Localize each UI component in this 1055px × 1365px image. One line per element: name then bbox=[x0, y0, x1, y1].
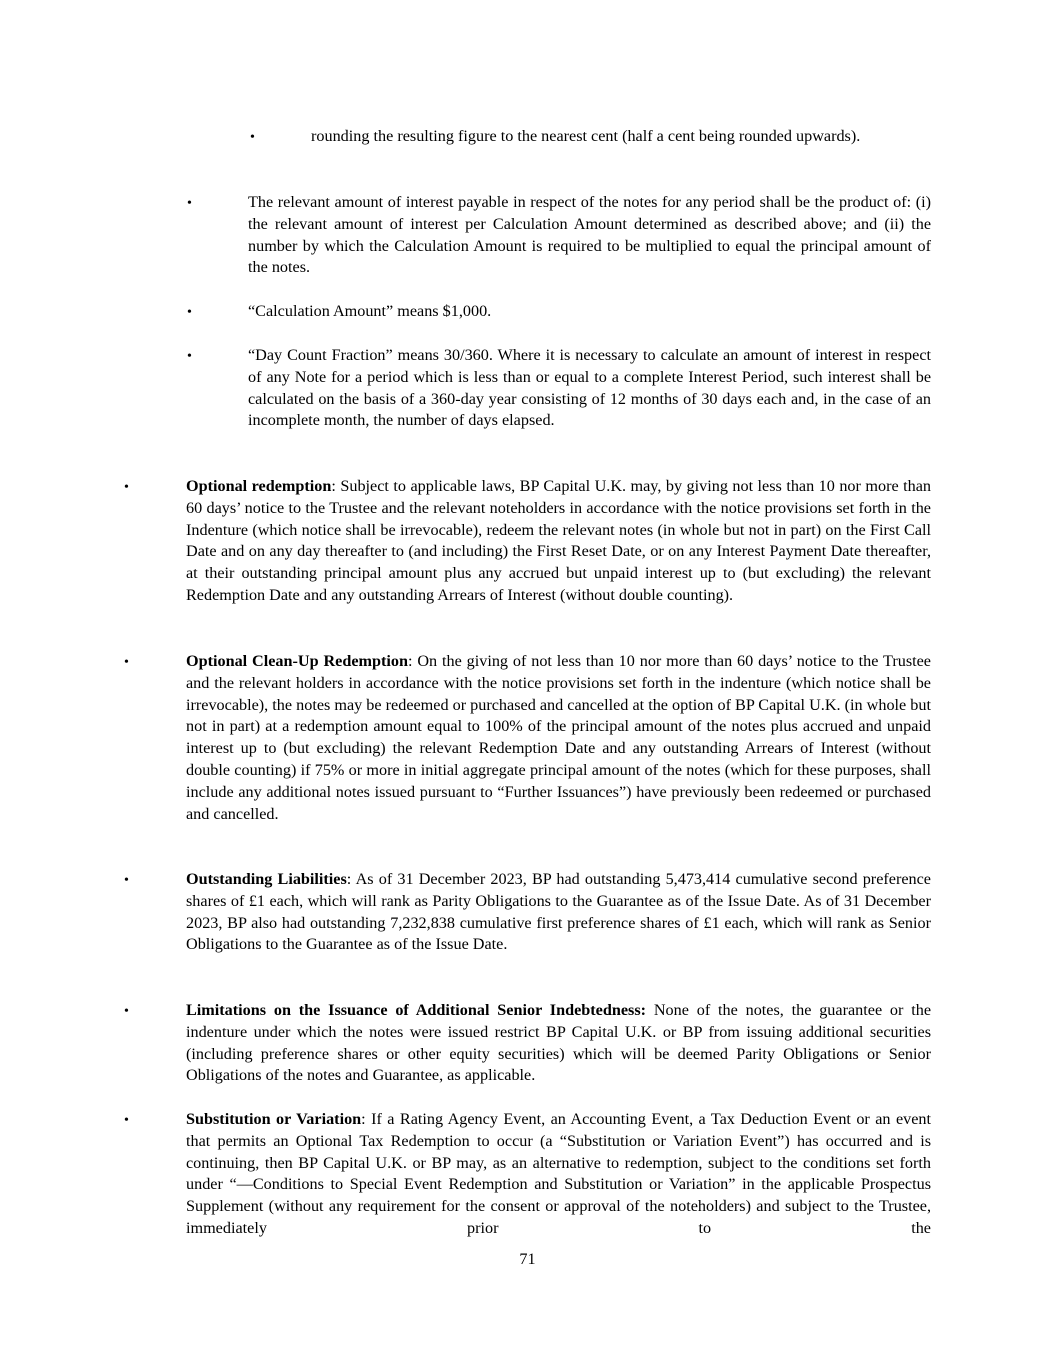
list-item-text: Limitations on the Issuance of Additional Senior Indebtedness: None of the notes, the guarantee or the indenture under which the notes were issued restrict BP Capital U.K. or BP from issuing additional securities (including preference shares or other equity securities) which will be deemed Parity Obligations or Senior Obligations of the notes and Guarantee, as applicable. bbox=[186, 1001, 932, 1085]
defined-term: Optional redemption bbox=[186, 477, 332, 495]
bullet-icon: • bbox=[187, 196, 192, 211]
bullet-icon: • bbox=[124, 1004, 129, 1019]
bullet-icon: • bbox=[124, 1113, 129, 1128]
defined-term: Optional Clean-Up Redemption bbox=[186, 652, 408, 670]
list-item-text: “Calculation Amount” means $1,000. bbox=[248, 302, 492, 320]
list-item-text: rounding the resulting figure to the nearest cent (half a cent being rounded upwards). bbox=[311, 127, 861, 145]
bullet-icon: • bbox=[187, 349, 192, 364]
list-item-text: Outstanding Liabilities: As of 31 December 2023, BP had outstanding 5,473,414 cumulative second preference shares of £1 each, which will rank as Parity Obligations to the Guarantee as of the Issue Date. As of 31 December 2023, BP also had outstanding 7,232,838 cumulative first preference shares of £1 each, which will rank as Senior Obligations to the Guarantee as of the Issue Date. bbox=[186, 870, 931, 954]
bullet-icon: • bbox=[124, 873, 129, 888]
list-item-text: “Day Count Fraction” means 30/360. Where it is necessary to calculate an amount of interest in respect of any Note for a period which is less than or equal to a complete Interest Period, such interest shall be calculated on the basis of a 360-day year consisting of 12 months of 30 days each and, in the case of an incomplete month, the number of days elapsed. bbox=[248, 346, 931, 430]
list-item-text: The relevant amount of interest payable in respect of the notes for any period shall be the product of: (i) the relevant amount of interest per Calculation Amount determined as described above; and (ii) the number by which the Calculation Amount is required to be multiplied to equal the principal amount of the notes. bbox=[248, 193, 931, 277]
page-number: 71 bbox=[519, 1250, 536, 1268]
bullet-icon: • bbox=[124, 655, 129, 670]
defined-term: Outstanding Liabilities bbox=[186, 870, 347, 888]
defined-term: Substitution or Variation bbox=[186, 1110, 362, 1128]
list-item-text: Substitution or Variation: If a Rating Agency Event, an Accounting Event, a Tax Deduction Event or an event that permits an Optional Tax Redemption to occur (a “Substitution or Variation Event”) has occurred and is continuing, then BP Capital U.K. or BP may, as an alternative to redemption, subject to the conditions set forth under “—Conditions to Special Event Redemption and Substitution or Variation” in the applicable Prospectus Supplement (without any requirement for the consent or approval of the noteholders) and subject to the Trustee, immediately prior to the bbox=[186, 1110, 931, 1237]
bullet-icon: • bbox=[250, 130, 255, 145]
defined-term: Limitations on the Issuance of Additional Senior Indebtedness: bbox=[186, 1001, 647, 1019]
bullet-icon: • bbox=[187, 305, 192, 320]
list-item-text: Optional redemption: Subject to applicable laws, BP Capital U.K. may, by giving not less than 10 nor more than 60 days’ notice to the Trustee and the relevant noteholders in accordance with the notice provisions set forth in the Indenture (which notice shall be irrevocable), redeem the relevant notes (in whole but not in part) on the First Call Date and on any day thereafter to (and including) the First Reset Date, or on any Interest Payment Date thereafter, at their outstanding principal amount plus any accrued but unpaid interest up to (but excluding) the relevant Redemption Date and any outstanding Arrears of Interest (without double counting). bbox=[186, 477, 932, 604]
bullet-icon: • bbox=[124, 480, 129, 495]
list-item-text: Optional Clean-Up Redemption: On the giving of not less than 10 nor more than 60 days’ notice to the Trustee and the relevant holders in accordance with the notice provisions set forth in the indenture (which notice shall be irrevocable), the notes may be redeemed or purchased and cancelled at the option of BP Capital U.K. (in whole but not in part) at a redemption amount equal to 100% of the principal amount of the notes plus accrued and unpaid interest up to (but excluding) the relevant Redemption Date and any outstanding Arrears of Interest (without double counting) if 75% or more in initial aggregate principal amount of the notes (which for these purposes, shall include any additional notes issued pursuant to “Further Issuances”) have previously been redeemed or purchased and cancelled. bbox=[186, 652, 931, 823]
